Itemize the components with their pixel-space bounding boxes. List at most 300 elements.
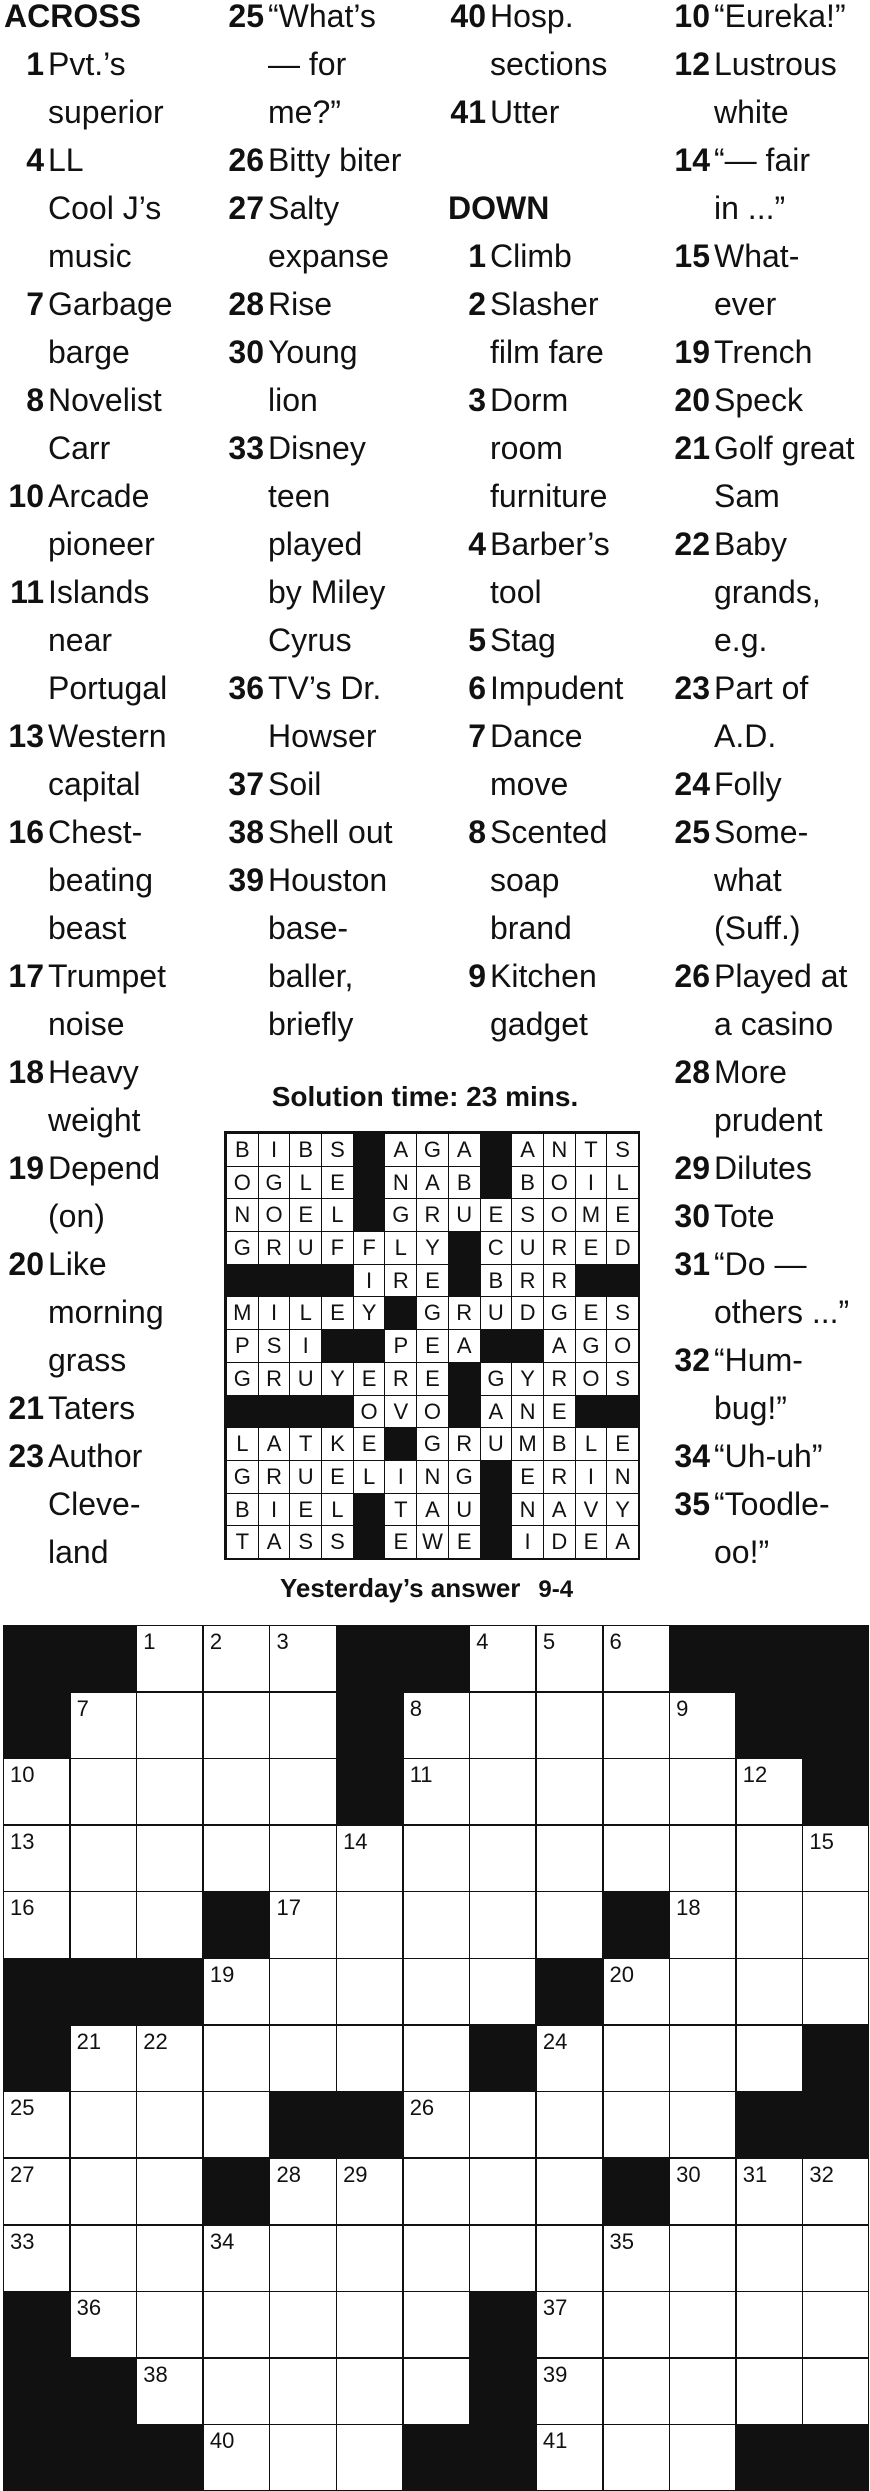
answer-cell: U	[289, 1460, 322, 1494]
clue-number: 23	[674, 670, 710, 706]
clue-text: LL Cool J’s music	[48, 142, 162, 274]
block-cell	[136, 1958, 203, 2025]
answer-cell: E	[543, 1395, 576, 1429]
grid-cell[interactable]	[203, 1758, 270, 1825]
grid-cell[interactable]	[736, 2358, 803, 2425]
block-cell	[70, 1625, 137, 1692]
grid-cell[interactable]	[669, 1825, 736, 1892]
grid-cell[interactable]	[469, 1758, 536, 1825]
grid-cell[interactable]	[403, 1958, 470, 2025]
grid-cell[interactable]	[203, 2358, 270, 2425]
answer-cell: S	[606, 1133, 639, 1167]
grid-cell[interactable]	[269, 1692, 336, 1759]
clue-number: 25	[674, 814, 710, 850]
answer-cell: R	[511, 1264, 544, 1298]
cell-number: 14	[343, 1828, 368, 1854]
grid-cell[interactable]	[469, 1825, 536, 1892]
clue-number: 30	[674, 1198, 710, 1234]
grid-cell[interactable]	[603, 2358, 670, 2425]
clue-text: Dance move	[490, 718, 583, 802]
grid-cell[interactable]	[136, 2225, 203, 2292]
answer-cell: S	[511, 1198, 544, 1232]
grid-cell[interactable]	[3, 2225, 70, 2292]
clue-text: Bitty biter	[268, 142, 402, 178]
grid-cell[interactable]	[536, 2358, 603, 2425]
clue-text: Heavy weight	[48, 1054, 141, 1138]
answer-cell: U	[289, 1231, 322, 1265]
grid-cell[interactable]	[3, 1758, 70, 1825]
grid-cell[interactable]	[269, 2291, 336, 2358]
block-cell	[3, 2358, 70, 2425]
answer-cell: V	[384, 1395, 417, 1429]
grid-cell[interactable]	[603, 2025, 670, 2092]
grid-cell[interactable]	[536, 1825, 603, 1892]
answer-cell: L	[321, 1198, 354, 1232]
grid-cell[interactable]	[70, 2158, 137, 2225]
cell-number: 39	[542, 2361, 568, 2387]
grid-cell[interactable]	[536, 1692, 603, 1759]
clue-number: 8	[468, 814, 486, 850]
answer-cell: A	[448, 1329, 481, 1363]
grid-cell[interactable]	[403, 2291, 470, 2358]
grid-cell[interactable]	[336, 2158, 403, 2225]
answer-cell: I	[575, 1460, 608, 1494]
block-cell	[469, 2291, 536, 2358]
grid-cell[interactable]	[669, 1758, 736, 1825]
answer-cell: P	[226, 1329, 259, 1363]
grid-cell[interactable]	[269, 2424, 336, 2491]
grid-cell[interactable]	[203, 2424, 270, 2491]
grid-cell[interactable]	[802, 1958, 869, 2025]
cell-number: 6	[609, 1629, 622, 1654]
grid-cell[interactable]	[203, 2091, 270, 2158]
cell-number: 27	[10, 2161, 35, 2187]
clue-text: Shell out	[268, 814, 393, 850]
grid-cell[interactable]	[669, 2291, 736, 2358]
answer-cell: T	[289, 1427, 322, 1461]
grid-cell[interactable]	[203, 1825, 270, 1892]
grid-cell[interactable]	[403, 2025, 470, 2092]
answer-cell: O	[543, 1166, 576, 1200]
grid-cell[interactable]	[736, 1825, 803, 1892]
clue-number: 7	[26, 286, 44, 322]
grid-cell[interactable]	[536, 2424, 603, 2491]
grid-cell[interactable]	[736, 1958, 803, 2025]
grid-cell[interactable]	[269, 1758, 336, 1825]
answer-cell: E	[606, 1427, 639, 1461]
clue-number: 5	[468, 622, 486, 658]
grid-cell[interactable]	[136, 1692, 203, 1759]
cell-number: 36	[76, 2295, 102, 2321]
solution-time: Solution time: 23 mins.	[271, 1081, 579, 1112]
grid-cell[interactable]	[536, 2291, 603, 2358]
answer-cell: G	[416, 1427, 449, 1461]
grid-cell[interactable]	[603, 2225, 670, 2292]
cell-number: 26	[409, 2095, 435, 2121]
clue-text: Trumpet noise	[48, 958, 166, 1042]
clue-text: Lustrous white	[714, 46, 837, 130]
clue-number: 29	[674, 1150, 710, 1186]
clue-text: Disney teen played by Miley Cyrus	[268, 430, 386, 658]
answer-cell: S	[258, 1329, 291, 1363]
cell-number: 40	[209, 2428, 235, 2454]
cell-number: 4	[476, 1629, 489, 1654]
clue-number: 41	[450, 94, 486, 130]
grid-cell[interactable]	[403, 1825, 470, 1892]
answer-cell: N	[543, 1133, 576, 1167]
block-cell	[403, 1625, 470, 1692]
grid-cell[interactable]	[536, 1891, 603, 1958]
block-cell	[403, 2424, 470, 2491]
clue-number: 27	[228, 190, 264, 226]
grid-cell[interactable]	[536, 2091, 603, 2158]
clue-number: 10	[8, 478, 44, 514]
grid-cell[interactable]	[536, 2158, 603, 2225]
answer-cell: B	[480, 1264, 513, 1298]
grid-cell[interactable]	[70, 1825, 137, 1892]
grid-cell[interactable]	[536, 2225, 603, 2292]
answer-cell: G	[384, 1198, 417, 1232]
block-cell	[203, 1891, 270, 1958]
clue-text: “What’s — for me?”	[268, 0, 376, 130]
grid-cell[interactable]	[469, 1958, 536, 2025]
grid-cell[interactable]	[3, 1825, 70, 1892]
grid-cell[interactable]	[736, 2025, 803, 2092]
clue-number: 31	[674, 1246, 710, 1282]
clue-text: Folly	[714, 766, 782, 802]
grid-cell[interactable]	[603, 2091, 670, 2158]
answer-cell: I	[258, 1493, 291, 1527]
grid-cell[interactable]	[669, 2091, 736, 2158]
clue-text: “Do — others ...”	[714, 1246, 850, 1330]
grid-cell[interactable]	[203, 1625, 270, 1692]
clue-number: 21	[674, 430, 710, 466]
clue-number: 37	[228, 766, 264, 802]
grid-cell[interactable]	[736, 1758, 803, 1825]
answer-cell: L	[606, 1166, 639, 1200]
answer-cell: R	[448, 1427, 481, 1461]
clue-number: 4	[468, 526, 486, 562]
clue-number: 16	[8, 814, 44, 850]
answer-cell: I	[384, 1460, 417, 1494]
grid-cell[interactable]	[136, 1825, 203, 1892]
grid-cell[interactable]	[802, 2225, 869, 2292]
grid-cell[interactable]	[669, 2424, 736, 2491]
grid-cell[interactable]	[136, 1758, 203, 1825]
clue-number: 28	[228, 286, 264, 322]
cell-number: 2	[209, 1629, 223, 1654]
grid-cell[interactable]	[669, 1692, 736, 1759]
clue-number: 34	[674, 1438, 710, 1474]
block-cell	[736, 1625, 803, 1692]
grid-cell[interactable]	[203, 1958, 270, 2025]
block-cell	[802, 1625, 869, 1692]
answer-cell: B	[448, 1166, 481, 1200]
block-cell	[469, 2424, 536, 2491]
block-cell	[802, 2424, 869, 2491]
answer-cell: C	[480, 1231, 513, 1265]
grid-cell[interactable]	[269, 2358, 336, 2425]
grid-cell[interactable]	[203, 2291, 270, 2358]
answer-cell: B	[289, 1133, 322, 1167]
grid-cell[interactable]	[70, 2225, 137, 2292]
clue-text: “Eureka!”	[714, 0, 846, 34]
answer-cell: R	[384, 1264, 417, 1298]
answer-cell: I	[511, 1525, 544, 1559]
answer-cell: Y	[606, 1493, 639, 1527]
grid-cell[interactable]	[403, 1891, 470, 1958]
answer-cell: S	[321, 1525, 354, 1559]
grid-cell[interactable]	[136, 1891, 203, 1958]
clue-text: Hosp. sections	[490, 0, 608, 82]
grid-cell[interactable]	[802, 1891, 869, 1958]
clue-text: Chest- beating beast	[48, 814, 153, 946]
clue-number: 14	[674, 142, 710, 178]
grid-cell[interactable]	[136, 1625, 203, 1692]
clue-text: Impudent	[490, 670, 624, 706]
clue-text: Western capital	[48, 718, 167, 802]
answer-cell: G	[448, 1460, 481, 1494]
clue-number: 2	[468, 286, 486, 322]
clue-text: Slasher film fare	[490, 286, 604, 370]
cell-number: 29	[343, 2161, 368, 2187]
grid-cell[interactable]	[70, 1692, 137, 1759]
grid-cell[interactable]	[736, 2225, 803, 2292]
answer-cell: Y	[353, 1296, 386, 1330]
clue-text: What- ever	[714, 238, 800, 322]
answer-cell: A	[543, 1493, 576, 1527]
clue-text: Dilutes	[714, 1150, 812, 1186]
grid-cell[interactable]	[802, 1825, 869, 1892]
grid-cell[interactable]	[403, 2091, 470, 2158]
answer-cell: I	[575, 1166, 608, 1200]
answer-cell: E	[575, 1231, 608, 1265]
grid-cell[interactable]	[136, 2091, 203, 2158]
block-cell	[70, 2358, 137, 2425]
answer-cell: R	[384, 1362, 417, 1396]
answer-cell: L	[384, 1231, 417, 1265]
grid-cell[interactable]	[336, 2291, 403, 2358]
clue-number: 32	[674, 1342, 710, 1378]
block-cell	[736, 2424, 803, 2491]
grid-cell[interactable]	[203, 2225, 270, 2292]
answer-cell: B	[511, 1166, 544, 1200]
clue-text: TV’s Dr. Howser	[268, 670, 382, 754]
answer-cell: B	[226, 1493, 259, 1527]
answer-cell: E	[321, 1460, 354, 1494]
grid-cell[interactable]	[269, 2158, 336, 2225]
answer-cell: T	[226, 1525, 259, 1559]
grid-cell[interactable]	[536, 1625, 603, 1692]
clue-text: Garbage barge	[48, 286, 173, 370]
grid-cell[interactable]	[669, 2358, 736, 2425]
grid-cell[interactable]	[403, 2358, 470, 2425]
clue-text: Houston base- baller, briefly	[268, 862, 388, 1042]
grid-cell[interactable]	[269, 1625, 336, 1692]
grid-cell[interactable]	[269, 2025, 336, 2092]
grid-cell[interactable]	[336, 2225, 403, 2292]
grid-cell[interactable]	[669, 2225, 736, 2292]
answer-cell: F	[321, 1231, 354, 1265]
answer-cell: A	[416, 1493, 449, 1527]
yesterday-answer-label	[280, 1570, 660, 1608]
clue-text: Speck	[714, 382, 803, 418]
grid-cell[interactable]	[403, 1758, 470, 1825]
cell-number: 9	[676, 1695, 689, 1721]
grid-cell[interactable]	[269, 1825, 336, 1892]
clue-number: 20	[8, 1246, 44, 1282]
grid-cell[interactable]	[603, 2424, 670, 2491]
cell-number: 31	[742, 2161, 768, 2187]
grid-cell[interactable]	[136, 2358, 203, 2425]
cell-number: 21	[76, 2028, 102, 2054]
grid-cell[interactable]	[603, 2291, 670, 2358]
grid-cell[interactable]	[736, 2158, 803, 2225]
grid-cell[interactable]	[336, 1891, 403, 1958]
block-cell	[3, 2424, 70, 2491]
answer-cell: N	[606, 1460, 639, 1494]
grid-cell[interactable]	[603, 1825, 670, 1892]
cell-number: 25	[10, 2095, 35, 2121]
cell-number: 33	[10, 2228, 35, 2254]
grid-cell[interactable]	[403, 2158, 470, 2225]
grid-cell[interactable]	[3, 1891, 70, 1958]
grid-cell[interactable]	[70, 2091, 137, 2158]
block-cell	[3, 2025, 70, 2092]
answer-cell: F	[353, 1231, 386, 1265]
grid-cell[interactable]	[203, 2025, 270, 2092]
grid-cell[interactable]	[802, 2358, 869, 2425]
grid-cell[interactable]	[336, 1825, 403, 1892]
grid-cell[interactable]	[669, 2158, 736, 2225]
answer-cell: R	[543, 1460, 576, 1494]
clue-text: Tote	[714, 1198, 775, 1234]
grid-cell[interactable]	[269, 1891, 336, 1958]
grid-cell[interactable]	[469, 1891, 536, 1958]
grid-cell[interactable]	[802, 2291, 869, 2358]
answer-cell: L	[321, 1493, 354, 1527]
cell-number: 13	[10, 1828, 35, 1854]
answer-cell: A	[543, 1329, 576, 1363]
answer-cell: A	[416, 1166, 449, 1200]
answer-cell: E	[606, 1198, 639, 1232]
grid-cell[interactable]	[603, 1958, 670, 2025]
answer-cell: N	[384, 1166, 417, 1200]
grid-cell[interactable]	[136, 2025, 203, 2092]
clue-text: More prudent	[714, 1054, 823, 1138]
clue-number: 15	[674, 238, 710, 274]
grid-cell[interactable]	[469, 2225, 536, 2292]
grid-cell[interactable]	[736, 2291, 803, 2358]
grid-cell[interactable]	[536, 2025, 603, 2092]
cell-number: 3	[276, 1629, 289, 1654]
clue-text: “Uh-uh”	[714, 1438, 823, 1474]
answer-cell: A	[606, 1525, 639, 1559]
answer-cell: E	[416, 1329, 449, 1363]
block-cell	[336, 2091, 403, 2158]
answer-cell: U	[480, 1296, 513, 1330]
answer-cell: P	[384, 1329, 417, 1363]
clue-number: 17	[8, 958, 44, 994]
grid-cell[interactable]	[403, 2225, 470, 2292]
grid-cell[interactable]	[669, 1891, 736, 1958]
grid-cell[interactable]	[336, 2358, 403, 2425]
grid-cell[interactable]	[70, 2025, 137, 2092]
clue-text: Part of A.D.	[714, 670, 809, 754]
grid-cell[interactable]	[469, 1692, 536, 1759]
grid-cell[interactable]	[603, 1692, 670, 1759]
clue-text: Golf great Sam	[714, 430, 855, 514]
cell-number: 30	[676, 2161, 701, 2187]
grid-cell[interactable]	[70, 1891, 137, 1958]
clue-number: 4	[26, 142, 44, 178]
clue-number: 19	[8, 1150, 44, 1186]
answer-cell: U	[480, 1427, 513, 1461]
grid-cell[interactable]	[336, 1958, 403, 2025]
clue-number: 19	[674, 334, 710, 370]
grid-cell[interactable]	[469, 1625, 536, 1692]
grid-cell[interactable]	[336, 2025, 403, 2092]
cell-number: 10	[10, 1762, 35, 1788]
grid-cell[interactable]	[269, 1958, 336, 2025]
grid-cell[interactable]	[3, 2091, 70, 2158]
cell-number: 35	[609, 2228, 635, 2254]
answer-cell: O	[353, 1395, 386, 1429]
clue-number: 7	[468, 718, 486, 754]
grid-cell[interactable]	[669, 2025, 736, 2092]
clue-text: Rise	[268, 286, 333, 322]
cell-number: 12	[742, 1762, 768, 1788]
answer-cell: G	[258, 1166, 291, 1200]
grid-cell[interactable]	[736, 1891, 803, 1958]
clue-number: 12	[674, 46, 710, 82]
answer-cell: M	[226, 1296, 259, 1330]
grid-cell[interactable]	[70, 1758, 137, 1825]
clue-text: Trench	[714, 334, 813, 370]
block-cell	[802, 2091, 869, 2158]
clue-text: Scented soap brand	[490, 814, 608, 946]
grid-cell[interactable]	[603, 1758, 670, 1825]
grid-cell[interactable]	[469, 2158, 536, 2225]
cell-number: 17	[276, 1895, 301, 1921]
grid-cell[interactable]	[136, 2158, 203, 2225]
answer-cell: S	[606, 1296, 639, 1330]
grid-cell[interactable]	[669, 1958, 736, 2025]
answer-cell: E	[321, 1166, 354, 1200]
answer-cell: E	[321, 1296, 354, 1330]
grid-cell[interactable]	[403, 1692, 470, 1759]
grid-cell[interactable]	[336, 2424, 403, 2491]
answer-cell: L	[289, 1166, 322, 1200]
grid-cell[interactable]	[269, 2225, 336, 2292]
answer-cell: D	[606, 1231, 639, 1265]
answer-cell: A	[511, 1133, 544, 1167]
clue-text: Some- what (Suff.)	[714, 814, 809, 946]
grid-cell[interactable]	[603, 1625, 670, 1692]
answer-cell: L	[226, 1427, 259, 1461]
grid-cell[interactable]	[70, 2291, 137, 2358]
grid-cell[interactable]	[802, 2158, 869, 2225]
grid-cell[interactable]	[469, 2091, 536, 2158]
block-cell	[3, 2291, 70, 2358]
grid-cell[interactable]	[136, 2291, 203, 2358]
answer-cell: K	[321, 1427, 354, 1461]
grid-cell[interactable]	[203, 1692, 270, 1759]
clue-number: 18	[8, 1054, 44, 1090]
cell-number: 37	[542, 2295, 568, 2321]
grid-cell[interactable]	[536, 1758, 603, 1825]
grid-cell[interactable]	[3, 2158, 70, 2225]
